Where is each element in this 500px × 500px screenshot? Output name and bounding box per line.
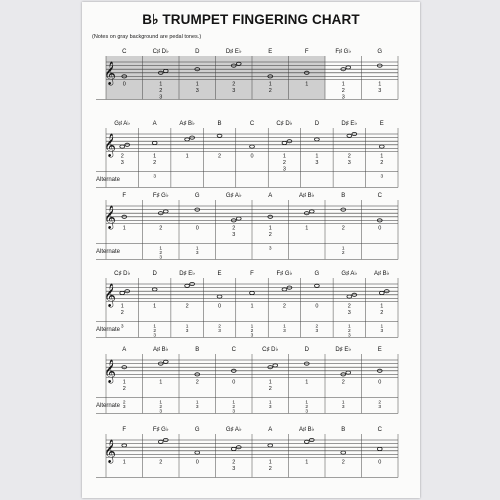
valve-finger: 2 — [341, 379, 345, 386]
note-head — [314, 138, 319, 141]
alternate-finger: 2 — [159, 251, 163, 256]
valve-finger: 1 — [122, 459, 126, 466]
valve-finger: 2 — [282, 159, 286, 166]
row-svg — [82, 422, 420, 479]
note-head — [309, 210, 314, 213]
alternate-finger: 3 — [378, 405, 382, 410]
valve-finger: 3 — [378, 87, 382, 94]
valve-finger: 0 — [378, 459, 382, 466]
alternate-finger: 2 — [159, 405, 163, 410]
note-head — [250, 145, 255, 148]
alternate-finger: 3 — [195, 251, 199, 256]
note-name: G — [194, 193, 200, 199]
note-head — [195, 451, 200, 454]
valve-finger: 1 — [268, 225, 272, 232]
alternate-finger: 1 — [268, 400, 272, 406]
valve-finger: 2 — [380, 159, 384, 166]
note-name: F♯ G♭ — [276, 271, 293, 277]
valve-finger: 2 — [347, 303, 351, 310]
alternate-finger: 3 — [347, 333, 351, 339]
valve-finger: 1 — [195, 81, 199, 88]
alternate-finger: 3 — [153, 333, 157, 339]
valve-finger: 2 — [347, 153, 351, 160]
alternate-finger: 3 — [250, 333, 254, 339]
valve-finger: 2 — [232, 459, 236, 466]
alternate-finger: 3 — [122, 405, 126, 410]
note-name: E — [268, 49, 273, 55]
alternate-finger: 3 — [268, 246, 272, 252]
valve-finger: 2 — [341, 459, 345, 466]
valve-finger: 0 — [315, 303, 319, 310]
note-head — [347, 295, 352, 298]
valve-finger: 1 — [268, 459, 272, 466]
note-name: A — [152, 121, 157, 127]
alternate-label: Alternate — [96, 327, 121, 334]
note-head — [347, 134, 352, 137]
valve-finger: 2 — [153, 159, 157, 166]
alternate-label: Alternate — [96, 249, 121, 256]
note-head — [122, 444, 127, 447]
note-name: C — [377, 427, 382, 433]
note-head — [120, 145, 125, 148]
note-name: F — [304, 49, 309, 55]
note-head — [185, 284, 190, 287]
valve-finger: 3 — [347, 159, 351, 166]
valve-finger: 2 — [232, 81, 236, 88]
row-svg — [82, 116, 420, 189]
alternate-finger: 1 — [305, 400, 309, 406]
treble-clef-icon: 𝄞 — [104, 282, 116, 307]
note-head — [163, 360, 168, 363]
note-name: F — [250, 271, 254, 277]
treble-clef-icon: 𝄞 — [104, 438, 116, 463]
alternate-finger: 1 — [232, 400, 236, 406]
alternate-label: Alternate — [96, 177, 121, 184]
alternate-finger: 2 — [378, 400, 382, 406]
valve-finger: 2 — [120, 153, 124, 160]
valve-finger: 1 — [380, 153, 384, 160]
alternate-finger: 3 — [218, 329, 221, 334]
valve-finger: 2 — [159, 225, 163, 232]
note-name: G♯ A♭ — [114, 121, 131, 127]
valve-finger: 2 — [268, 87, 272, 94]
alternate-finger: 1 — [159, 246, 163, 252]
valve-finger: 3 — [315, 159, 319, 166]
valve-finger: 0 — [232, 379, 236, 386]
alternate-finger: 1 — [283, 324, 286, 330]
valve-finger: 3 — [232, 87, 236, 94]
note-name: A♯ B♭ — [374, 271, 390, 277]
alternate-finger: 1 — [341, 246, 345, 252]
valve-finger: 3 — [232, 465, 236, 472]
alternate-finger: 3 — [268, 405, 272, 410]
note-head — [163, 210, 168, 213]
valve-finger: 3 — [232, 231, 236, 238]
alternate-finger: 2 — [218, 324, 221, 330]
row-svg — [82, 44, 420, 101]
note-name: G♯ A♭ — [225, 427, 242, 433]
valve-finger: 3 — [195, 87, 199, 94]
note-name: C — [231, 347, 236, 353]
valve-finger: 2 — [159, 87, 163, 94]
alternate-finger: 3 — [305, 409, 309, 415]
note-head — [379, 291, 384, 294]
note-head — [341, 451, 346, 454]
row-svg — [82, 266, 420, 339]
valve-finger: 2 — [185, 303, 189, 310]
note-name: D♯ E♭ — [341, 121, 358, 127]
valve-finger: 2 — [341, 87, 345, 94]
alternate-finger: 2 — [153, 329, 157, 334]
alternate-finger: 3 — [159, 255, 163, 261]
note-name: B — [341, 427, 346, 433]
note-name: G♯ A♭ — [341, 271, 358, 277]
valve-finger: 3 — [341, 94, 345, 101]
alternate-finger: 1 — [159, 400, 163, 406]
valve-finger: 3 — [159, 94, 163, 101]
valve-finger: 2 — [341, 225, 345, 232]
valve-finger: 0 — [250, 153, 254, 160]
note-head — [346, 371, 351, 374]
note-name: B — [217, 121, 222, 127]
note-head — [346, 66, 351, 69]
valve-finger: 0 — [195, 225, 199, 232]
valve-finger: 1 — [305, 379, 309, 386]
alternate-finger: 1 — [347, 324, 351, 330]
alternate-finger: 1 — [185, 324, 189, 330]
note-name: D — [314, 121, 320, 127]
treble-clef-icon: 𝄞 — [104, 60, 116, 85]
note-name: C — [249, 121, 255, 127]
note-name: C♯ D♭ — [276, 121, 293, 127]
note-head — [282, 288, 287, 291]
note-name: A♯ B♭ — [152, 347, 169, 353]
fingering-row — [82, 266, 420, 339]
fingering-row — [82, 422, 420, 479]
valve-finger: 0 — [122, 81, 126, 88]
valve-finger: 0 — [378, 379, 382, 386]
row-svg — [82, 188, 420, 261]
treble-clef-icon: 𝄞 — [104, 132, 116, 157]
note-name: F♯ G♭ — [152, 427, 169, 433]
valve-finger: 1 — [159, 379, 163, 386]
chart-page — [82, 2, 420, 498]
valve-finger: 1 — [122, 225, 126, 232]
note-name: E — [379, 121, 384, 127]
note-head — [231, 447, 236, 450]
valve-finger: 1 — [185, 153, 189, 160]
note-name: F — [122, 193, 127, 199]
alternate-finger: 3 — [195, 405, 199, 410]
note-head — [158, 440, 163, 443]
valve-finger: 1 — [268, 81, 272, 88]
note-name: D — [152, 271, 157, 277]
note-name: C♯ D♭ — [262, 347, 279, 353]
alternate-finger: 3 — [120, 324, 124, 330]
note-name: A — [268, 193, 273, 199]
note-name: G♯ A♭ — [225, 193, 242, 199]
note-head — [120, 291, 125, 294]
note-name: E — [217, 271, 222, 277]
note-name: B — [341, 193, 346, 199]
pedal-tone-note: (Notes on gray background are pedal tones.) — [92, 34, 202, 40]
valve-finger: 1 — [282, 153, 286, 160]
valve-finger: 2 — [232, 225, 236, 232]
valve-finger: 1 — [268, 379, 272, 386]
alternate-finger: 3 — [380, 174, 384, 180]
note-head — [304, 440, 309, 443]
note-name: F♯ G♭ — [335, 49, 352, 55]
note-name: D♯ E♭ — [335, 347, 352, 353]
alternate-finger: 1 — [341, 400, 345, 406]
alternate-finger: 3 — [159, 409, 163, 415]
alternate-finger: 3 — [283, 329, 286, 334]
valve-finger: 2 — [380, 309, 384, 316]
note-name: C♯ D♭ — [114, 271, 131, 277]
valve-finger: 2 — [120, 309, 124, 316]
valve-finger: 2 — [282, 303, 286, 310]
alternate-finger: 3 — [185, 329, 189, 334]
valve-finger: 3 — [120, 159, 124, 166]
valve-finger: 1 — [341, 81, 345, 88]
valve-finger: 1 — [250, 303, 254, 310]
alternate-finger: 2 — [347, 329, 351, 334]
note-name: C — [122, 49, 127, 55]
alternate-finger: 2 — [250, 329, 254, 334]
note-name: C — [377, 193, 382, 199]
valve-finger: 1 — [305, 459, 309, 466]
valve-finger: 0 — [378, 225, 382, 232]
alternate-finger: 1 — [153, 324, 157, 330]
treble-clef-icon: 𝄞 — [104, 204, 116, 229]
valve-finger: 3 — [282, 166, 286, 173]
note-head — [152, 141, 157, 144]
valve-finger: 1 — [305, 81, 309, 88]
note-name: F♯ G♭ — [152, 193, 169, 199]
note-name: D♯ E♭ — [179, 271, 196, 277]
note-name: G — [314, 271, 320, 277]
valve-finger: 1 — [315, 153, 319, 160]
treble-clef-icon: 𝄞 — [104, 358, 116, 383]
valve-finger: 1 — [305, 225, 309, 232]
valve-finger: 1 — [159, 81, 163, 88]
valve-finger: 3 — [347, 309, 351, 316]
alternate-finger: 2 — [305, 405, 309, 410]
note-name: F — [122, 427, 127, 433]
valve-finger: 0 — [195, 459, 199, 466]
alternate-finger: 2 — [122, 400, 126, 406]
valve-finger: 2 — [268, 465, 272, 472]
alternate-finger: 1 — [250, 324, 254, 330]
valve-finger: 2 — [268, 385, 272, 392]
note-head — [152, 288, 157, 291]
valve-finger: 2 — [268, 231, 272, 238]
note-head — [273, 364, 278, 367]
valve-finger: 1 — [378, 81, 382, 88]
note-head — [217, 295, 222, 298]
valve-finger: 1 — [122, 379, 126, 386]
note-name: G — [377, 49, 383, 55]
fingering-row — [82, 188, 420, 261]
valve-finger: 2 — [122, 385, 126, 392]
note-name: B — [195, 347, 200, 353]
alternate-finger: 3 — [232, 409, 236, 415]
valve-finger: 1 — [120, 303, 124, 310]
note-name: G — [194, 427, 200, 433]
fingering-row — [82, 44, 420, 101]
alternate-finger: 2 — [341, 251, 345, 256]
note-head — [282, 141, 287, 144]
alternate-finger: 3 — [153, 174, 157, 180]
alternate-finger: 1 — [380, 324, 384, 330]
note-name: D — [195, 49, 200, 55]
valve-finger: 2 — [195, 379, 199, 386]
note-name: D♯ E♭ — [225, 49, 242, 55]
alternate-finger: 3 — [380, 329, 384, 334]
note-head — [379, 145, 384, 148]
row-svg — [82, 342, 420, 415]
alternate-finger: 3 — [315, 329, 319, 334]
note-name: A♯ B♭ — [298, 427, 315, 433]
alternate-finger: 2 — [315, 324, 319, 330]
valve-finger: 1 — [153, 153, 157, 160]
valve-finger: 1 — [153, 303, 157, 310]
fingering-row — [82, 116, 420, 189]
valve-finger: 0 — [218, 303, 222, 310]
alternate-finger: 1 — [195, 246, 199, 252]
note-head — [250, 291, 255, 294]
fingering-row — [82, 342, 420, 415]
note-head — [185, 138, 190, 141]
valve-finger: 2 — [218, 153, 222, 160]
valve-finger: 1 — [380, 303, 384, 310]
valve-finger: 2 — [159, 459, 163, 466]
page-title: B♭ TRUMPET FINGERING CHART — [142, 12, 360, 27]
alternate-finger: 1 — [195, 400, 199, 406]
note-name: A — [268, 427, 273, 433]
note-name: A — [122, 347, 127, 353]
note-name: C♯ D♭ — [152, 49, 169, 55]
alternate-finger: 3 — [341, 405, 345, 410]
note-head — [314, 284, 319, 287]
alternate-label: Alternate — [96, 403, 121, 410]
note-head — [236, 217, 241, 220]
alternate-finger: 2 — [232, 405, 236, 410]
note-name: A♯ B♭ — [179, 121, 195, 127]
note-head — [217, 134, 222, 137]
note-name: E — [377, 347, 382, 353]
note-head — [268, 444, 273, 447]
note-name: A♯ B♭ — [298, 193, 315, 199]
note-head — [377, 447, 382, 450]
note-name: D — [304, 347, 309, 353]
